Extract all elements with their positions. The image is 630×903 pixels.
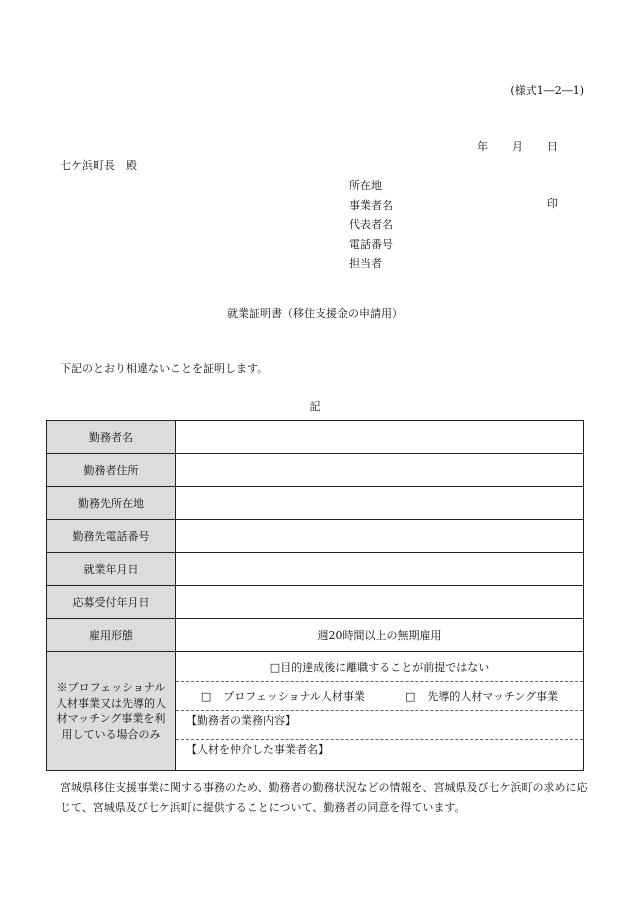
table-row <box>47 652 584 771</box>
workplace-phone-field[interactable] <box>176 520 584 553</box>
special-label-line: 人材事業又は先導的人 <box>56 696 166 710</box>
special-label-line: 材マッチング事業を利 <box>56 712 166 725</box>
duty-label: 【勤務者の業務内容】 <box>186 714 296 727</box>
table-row <box>47 454 584 487</box>
application-date-field[interactable] <box>176 586 584 619</box>
worker-address-field[interactable] <box>176 454 584 487</box>
resignation-checkbox[interactable]: □ <box>269 660 281 674</box>
table-row <box>47 421 584 454</box>
applicant-representative-label: 代表者名 <box>349 218 393 231</box>
program-options-row <box>176 682 583 711</box>
table-row <box>47 619 584 652</box>
special-label-line: 用している場合のみ <box>61 727 161 741</box>
form-number: (様式1―2―1) <box>510 84 584 97</box>
row-label: 雇用形態 <box>47 619 176 652</box>
row-label: 勤務先電話番号 <box>47 520 176 553</box>
ki-heading: 記 <box>309 400 321 413</box>
special-label-line: ※プロフェッショナル <box>56 681 166 694</box>
applicant-company-label: 事業者名 <box>349 198 393 212</box>
row-label: 勤務者名 <box>47 421 176 454</box>
resignation-note-row <box>176 653 583 682</box>
matching-option-label: 先導的人材マッチング事業 <box>427 690 559 703</box>
resignation-note-label: 目的達成後に離職することが前提ではない <box>280 661 490 674</box>
applicant-address-label: 所在地 <box>349 179 382 192</box>
workplace-address-field[interactable] <box>176 487 584 520</box>
professional-checkbox[interactable]: □ <box>200 689 212 703</box>
intermediary-row[interactable] <box>176 740 583 769</box>
table-row <box>47 586 584 619</box>
table-row <box>47 520 584 553</box>
row-label: 応募受付年月日 <box>47 586 176 619</box>
certificate-table <box>46 420 584 771</box>
addressee: 七ケ浜町長 殿 <box>60 159 137 172</box>
date-day-label: 日 <box>547 140 558 153</box>
row-label: 勤務先所在地 <box>47 487 176 520</box>
applicant-fields <box>349 176 393 274</box>
special-condition-label <box>47 652 176 771</box>
date-line <box>477 138 558 154</box>
worker-name-field[interactable] <box>176 421 584 454</box>
certification-statement: 下記のとおり相違ないことを証明します。 <box>60 362 269 375</box>
professional-option-label: プロフェッショナル人材事業 <box>223 690 365 703</box>
document-title: 就業証明書（移住支援金の申請用） <box>227 307 403 320</box>
applicant-phone-label: 電話番号 <box>349 237 393 251</box>
date-month-label: 月 <box>512 140 523 153</box>
consent-note: 宮城県移住支援事業に関する事務のため、勤務者の勤務状況などの情報を、宮城県及び七ケ浜町の求めに応じて、宮城県及び七ケ浜町に提供することについて、勤務者の同意を得ています。 <box>60 781 588 814</box>
date-year-label: 年 <box>477 140 488 153</box>
row-label: 勤務者住所 <box>47 454 176 487</box>
employment-date-field[interactable] <box>176 553 584 586</box>
matching-checkbox[interactable]: □ <box>404 689 416 703</box>
applicant-contact-label: 担当者 <box>349 257 382 270</box>
row-label: 就業年月日 <box>47 553 176 586</box>
table-row <box>47 487 584 520</box>
employment-type-value: 週20時間以上の無期雇用 <box>176 619 584 652</box>
seal-mark: 印 <box>547 197 558 210</box>
table-row <box>47 553 584 586</box>
special-condition-cell <box>176 652 584 771</box>
duty-row[interactable] <box>176 711 583 740</box>
intermediary-label: 【人材を仲介した事業者名】 <box>186 743 329 756</box>
